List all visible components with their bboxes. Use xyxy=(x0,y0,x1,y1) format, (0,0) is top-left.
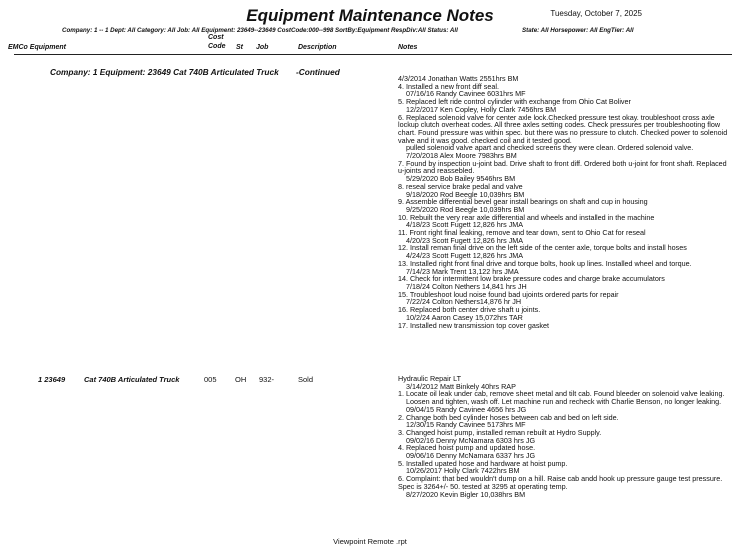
note-line: 5/29/2020 Bob Bailey 9546hrs BM xyxy=(406,174,516,184)
col-header-status: St xyxy=(236,44,243,51)
note-line: 7/14/23 Mark Trent 13,122 hrs JMA xyxy=(406,266,519,276)
note-line: 9/25/2020 Rod Beegle 10,039hrs BM xyxy=(406,204,525,214)
record-equipment-id: 1 23649 xyxy=(38,375,66,384)
note-line: 10/2/24 Aaron Casey 15,072hrs TAR xyxy=(406,312,523,322)
note-line: 13. Installed right front final drive and torque bolts, hook up lines. Installed wheel and torque. xyxy=(398,258,692,268)
note-line: Loosen and tighten, wash off. Let machine run and recheck with Charlie Benson, no longer leaking. xyxy=(406,397,722,407)
note-line: 7/22/24 Colton Nethers14,876 hr JH xyxy=(406,297,522,307)
note-line: 7/18/24 Colton Nethers 14,841 hrs JH xyxy=(406,281,527,291)
record-notes-list xyxy=(398,375,728,498)
col-header-job: Job xyxy=(256,44,269,51)
note-line: 9/18/2020 Rod Beegle 10,039hrs BM xyxy=(406,189,525,199)
note-line: 4. Installed a new front diff seal. xyxy=(398,81,499,91)
col-header-notes: Notes xyxy=(398,44,418,51)
report-filters-extra: State: All Horsepower: All EngTier: All xyxy=(522,27,634,34)
note-line: 14. Check for intermittent low brake pressure codes and charge brake accumulators xyxy=(398,274,665,284)
group-header: Company: 1 Equipment: 23649 Cat 740B Articulated Truck xyxy=(50,67,279,77)
group-continued: -Continued xyxy=(296,67,340,77)
note-line: 12. Install reman final drive on the left side of the center axle, torque bolts and install hoses xyxy=(398,243,687,253)
note-line: 6. Replaced solenoid valve for center axle lock.Checked pressure test okay. troubleshoot cross axle lockup clutch overheat codes. All three axles setting codes. Check pressures per troubleshooting flow chart. Found pressure was within spec. but there was no pressure to clutch. Checked power to solenoid valve and it was good. checked coil and it tested good. xyxy=(398,112,728,145)
report-date: Tuesday, October 7, 2025 xyxy=(550,9,642,18)
note-line: 07/16/16 Randy Cavinee 6031hrs MF xyxy=(406,89,526,99)
note-line: 9. Assemble differential bevel gear install bearings on shaft and cup in housing xyxy=(398,197,648,207)
note-line: 7. Found by inspection u-joint bad. Drive shaft to front diff. Ordered both u-joint for front shaft. Replaced u-joints and reassebled. xyxy=(398,158,727,176)
note-line: Hydraulic Repair LT xyxy=(398,374,461,383)
note-line: 4. Replaced hoist pump and updated hose. xyxy=(398,443,536,453)
note-line: 16. Replaced both center drive shaft u joints. xyxy=(398,305,541,315)
record-description: Sold xyxy=(298,375,314,384)
note-line: 09/06/16 Denny McNamara 6337 hrs JG xyxy=(406,451,536,461)
note-line: 11. Front right final leaking, remove and tear down, sent to Ohio Cat for reseal xyxy=(398,228,646,238)
report-footer: Viewpoint Remote .rpt xyxy=(333,537,407,546)
col-header-equipment: EMCo Equipment xyxy=(8,44,66,51)
note-line: 10. Rebuilt the very rear axle differential and wheels and installed in the machine xyxy=(398,212,655,222)
note-line: 3. Changed hoist pump, installed reman rebuilt at Hydro Supply. xyxy=(398,427,602,437)
note-line: 4/24/23 Scott Fugett 12,826 hrs JMA xyxy=(406,251,524,261)
col-header-description: Description xyxy=(298,44,337,51)
note-line: 10/26/2017 Holly Clark 7422hrs BM xyxy=(406,466,520,476)
note-line: 2. Change both bed cylinder hoses between cab and bed on left side. xyxy=(398,412,619,422)
note-line: 09/04/15 Randy Cavinee 4656 hrs JG xyxy=(406,404,527,414)
record-job: 932- xyxy=(259,375,275,384)
note-line: 17. Installed new transmission top cover gasket xyxy=(398,320,550,330)
note-line: 8. reseal service brake pedal and valve xyxy=(398,181,523,191)
note-line: 12/30/15 Randy Cavinee 5173hrs MF xyxy=(406,420,526,430)
header-divider xyxy=(14,54,732,55)
note-line: 5. Installed upated hose and hardware at hoist pump. xyxy=(398,458,568,468)
record-equipment-name: Cat 740B Articulated Truck xyxy=(84,375,180,384)
note-line: 7/20/2018 Alex Moore 7983hrs BM xyxy=(406,151,517,161)
record-cost-code: 005 xyxy=(204,375,217,384)
note-line: pulled solenoid valve apart and checked screens they were clean. Ordered solenoid valve. xyxy=(406,143,694,153)
report-filters: Company: 1 -- 1 Dept: All Category: All Job: All Equipment: 23649--23649 CostCode:000--998 SortBy:Equipment RespDiv:All Status: All xyxy=(62,27,458,34)
note-line: 6. Complaint: that bed wouldn't dump on a hill. Raise cab andd hook up pressure gauge test pressure. Spec is 3264+/- 50. tested at 3295 at operating temp. xyxy=(398,474,723,491)
note-line: 09/02/16 Denny McNamara 6303 hrs JG xyxy=(406,435,536,445)
report-title: Equipment Maintenance Notes xyxy=(246,6,494,25)
note-line: 3/14/2012 Matt Binkely 40hrs RAP xyxy=(406,381,516,391)
record-status: OH xyxy=(235,375,247,384)
continued-notes-list xyxy=(398,75,728,329)
note-line: 8/27/2020 Kevin Bigler 10,038hrs BM xyxy=(406,489,526,499)
note-line: 4/18/23 Scott Fugett 12,826 hrs JMA xyxy=(406,220,524,230)
note-line: 12/2/2017 Ken Copley, Holly Clark 7456hrs BM xyxy=(406,104,557,114)
col-header-cost-code: Cost Code xyxy=(208,34,226,50)
note-line: 1. Locate oil leak under cab, remove sheet metal and tilt cab. Found bleeder on solenoid valve leaking. xyxy=(398,389,725,399)
note-line: 5. Replaced left ride control cylinder with exchange from Ohio Cat Boliver xyxy=(398,97,631,107)
note-line: 15. Troubleshoot loud noise found bad ujoints ordered parts for repair xyxy=(398,289,619,299)
note-line: 4/20/23 Scott Fugett 12,826 hrs JMA xyxy=(406,235,524,245)
note-line: 4/3/2014 Jonathan Watts 2551hrs BM xyxy=(398,74,519,83)
